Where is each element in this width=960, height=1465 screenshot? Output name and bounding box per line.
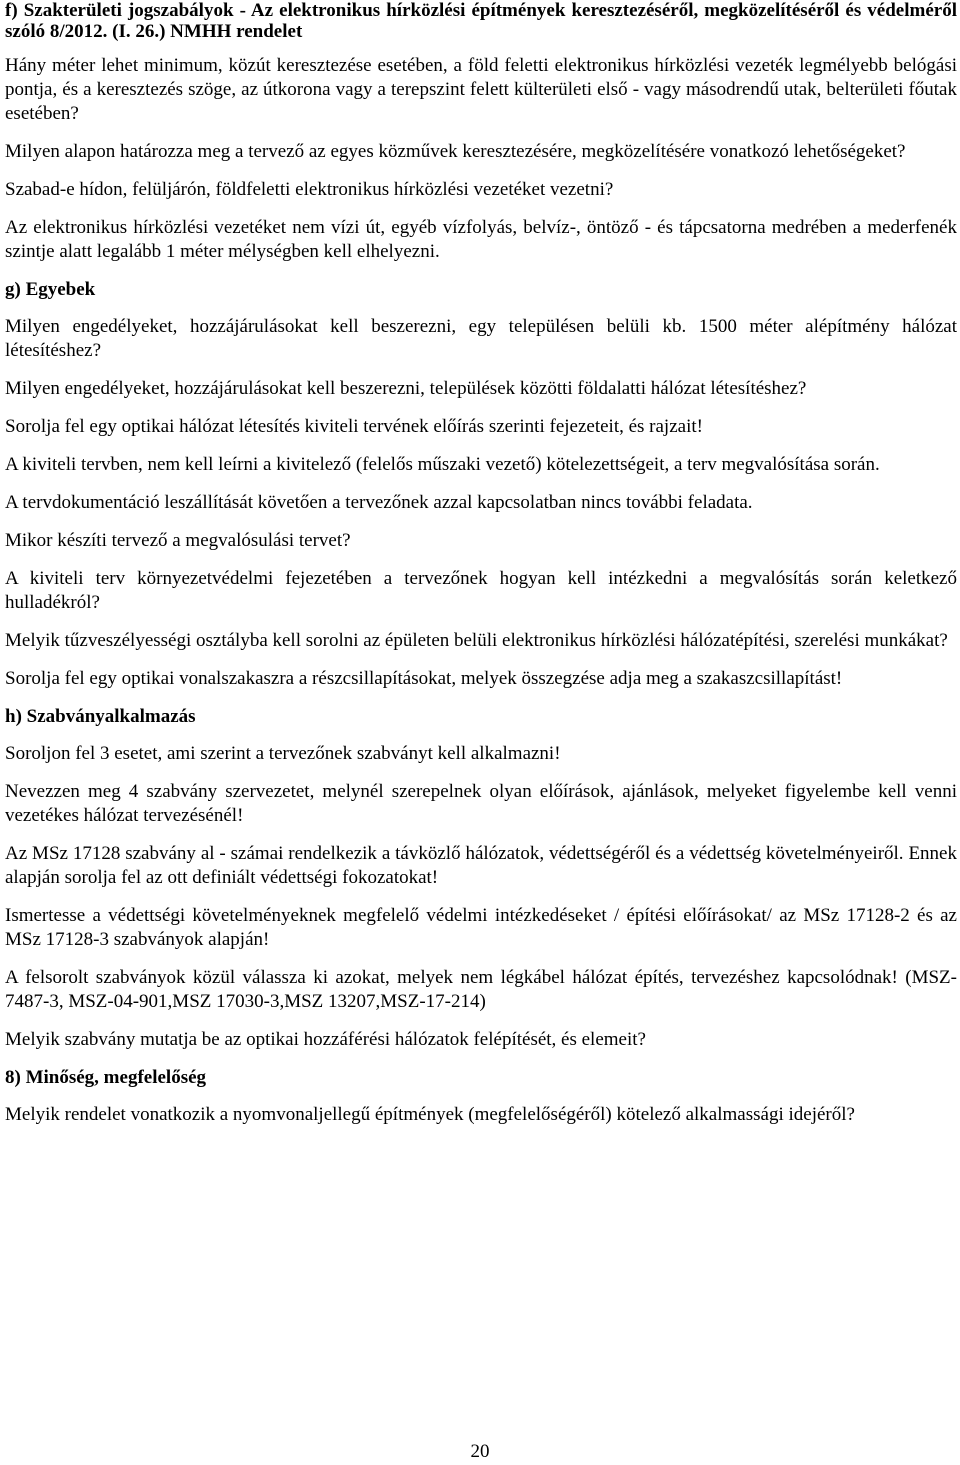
question-paragraph: A felsorolt szabványok közül válassza ki azokat, melyek nem légkábel hálózat építés, tervezéshez kapcsolódnak! (MSZ-7487-3, MSZ-04-901,MSZ 17030-3,MSZ 13207,MSZ-17-214) (5, 967, 957, 1012)
question-paragraph: Milyen engedélyeket, hozzájárulásokat kell beszerezni, települések közötti földalatti hálózat létesítéshez? (5, 378, 807, 399)
statement-paragraph: A tervdokumentáció leszállítását követően a tervezőnek azzal kapcsolatban nincs további feladata. (5, 492, 753, 513)
question-paragraph: A kiviteli terv környezetvédelmi fejezetében a tervezőnek hogyan kell intézkedni a megvalósítás során keletkező hulladékról? (5, 568, 957, 613)
question-paragraph: Sorolja fel egy optikai vonalszakaszra a részcsillapításokat, melyek összegzése adja meg a szakaszcsillapítást! (5, 668, 843, 689)
page-number: 20 (470, 1441, 490, 1462)
question-paragraph: Szabad-e hídon, felüljárón, földfeletti elektronikus hírközlési vezetéket vezetni? (5, 179, 614, 200)
statement-paragraph: Az elektronikus hírközlési vezetéket nem vízi út, egyéb vízfolyás, belvíz-, öntöző - és tápcsatorna medrében a mederfenék szintje alatt legalább 1 méter mélységben kell elhelyezni. (5, 217, 957, 262)
question-paragraph: Melyik tűzveszélyességi osztályba kell sorolni az épületen belüli elektronikus hírközlési hálózatépítési, szerelési munkákat? (5, 630, 948, 651)
section-g-heading: g) Egyebek (5, 279, 96, 300)
question-paragraph: Ismertesse a védettségi követelményeknek megfelelő védelmi intézkedéseket / építési előírásokat/ az MSz 17128-2 és az MSz 17128-3 szabványok alapján! (5, 905, 957, 950)
section-8-heading: 8) Minőség, megfelelőség (5, 1067, 207, 1088)
question-paragraph: Soroljon fel 3 esetet, ami szerint a tervezőnek szabványt kell alkalmazni! (5, 743, 561, 764)
question-paragraph: Melyik rendelet vonatkozik a nyomvonaljellegű építmények (megfelelőségéről) kötelező alkalmassági idejéről? (5, 1104, 855, 1125)
document-body (5, 0, 957, 1141)
question-paragraph: Milyen engedélyeket, hozzájárulásokat kell beszerezni, egy településen belüli kb. 1500 méter alépítmény hálózat létesítéshez? (5, 316, 957, 361)
question-paragraph: Melyik szabvány mutatja be az optikai hozzáférési hálózatok felépítését, és elemeit? (5, 1029, 646, 1050)
question-paragraph: Hány méter lehet minimum, közút keresztezése esetében, a föld feletti elektronikus hírközlési vezeték legmélyebb belógási pontja, és a keresztezés szöge, az útkorona vagy a terepszint felett külterületi első - vagy másodrendű utak, belterületi főutak esetében? (5, 55, 957, 124)
question-paragraph: Milyen alapon határozza meg a tervező az egyes közművek keresztezésére, megközelítésére vonatkozó lehetőségeket? (5, 141, 906, 162)
section-h-heading: h) Szabványalkalmazás (5, 706, 196, 727)
section-f-heading: f) Szakterületi jogszabályok - Az elektronikus hírközlési építmények keresztezéséről, megközelítéséről és védelméről szóló 8/2012. (I. 26.) NMHH rendelet (5, 0, 957, 42)
statement-paragraph: A kiviteli tervben, nem kell leírni a kivitelező (felelős műszaki vezető) kötelezettségeit, a terv megvalósítása során. (5, 454, 880, 475)
question-paragraph: Sorolja fel egy optikai hálózat létesítés kiviteli tervének előírás szerinti fejezeteit, és rajzait! (5, 416, 703, 437)
question-paragraph: Nevezzen meg 4 szabvány szervezetet, melynél szerepelnek olyan előírások, ajánlások, melyeket figyelembe kell venni vezetékes hálózat tervezésénél! (5, 781, 957, 826)
question-paragraph: Mikor készíti tervező a megvalósulási tervet? (5, 530, 351, 551)
question-paragraph: Az MSz 17128 szabvány al - számai rendelkezik a távközlő hálózatok, védettségéről és a védettség követelményeiről. Ennek alapján sorolja fel az ott definiált védettségi fokozatokat! (5, 843, 957, 888)
